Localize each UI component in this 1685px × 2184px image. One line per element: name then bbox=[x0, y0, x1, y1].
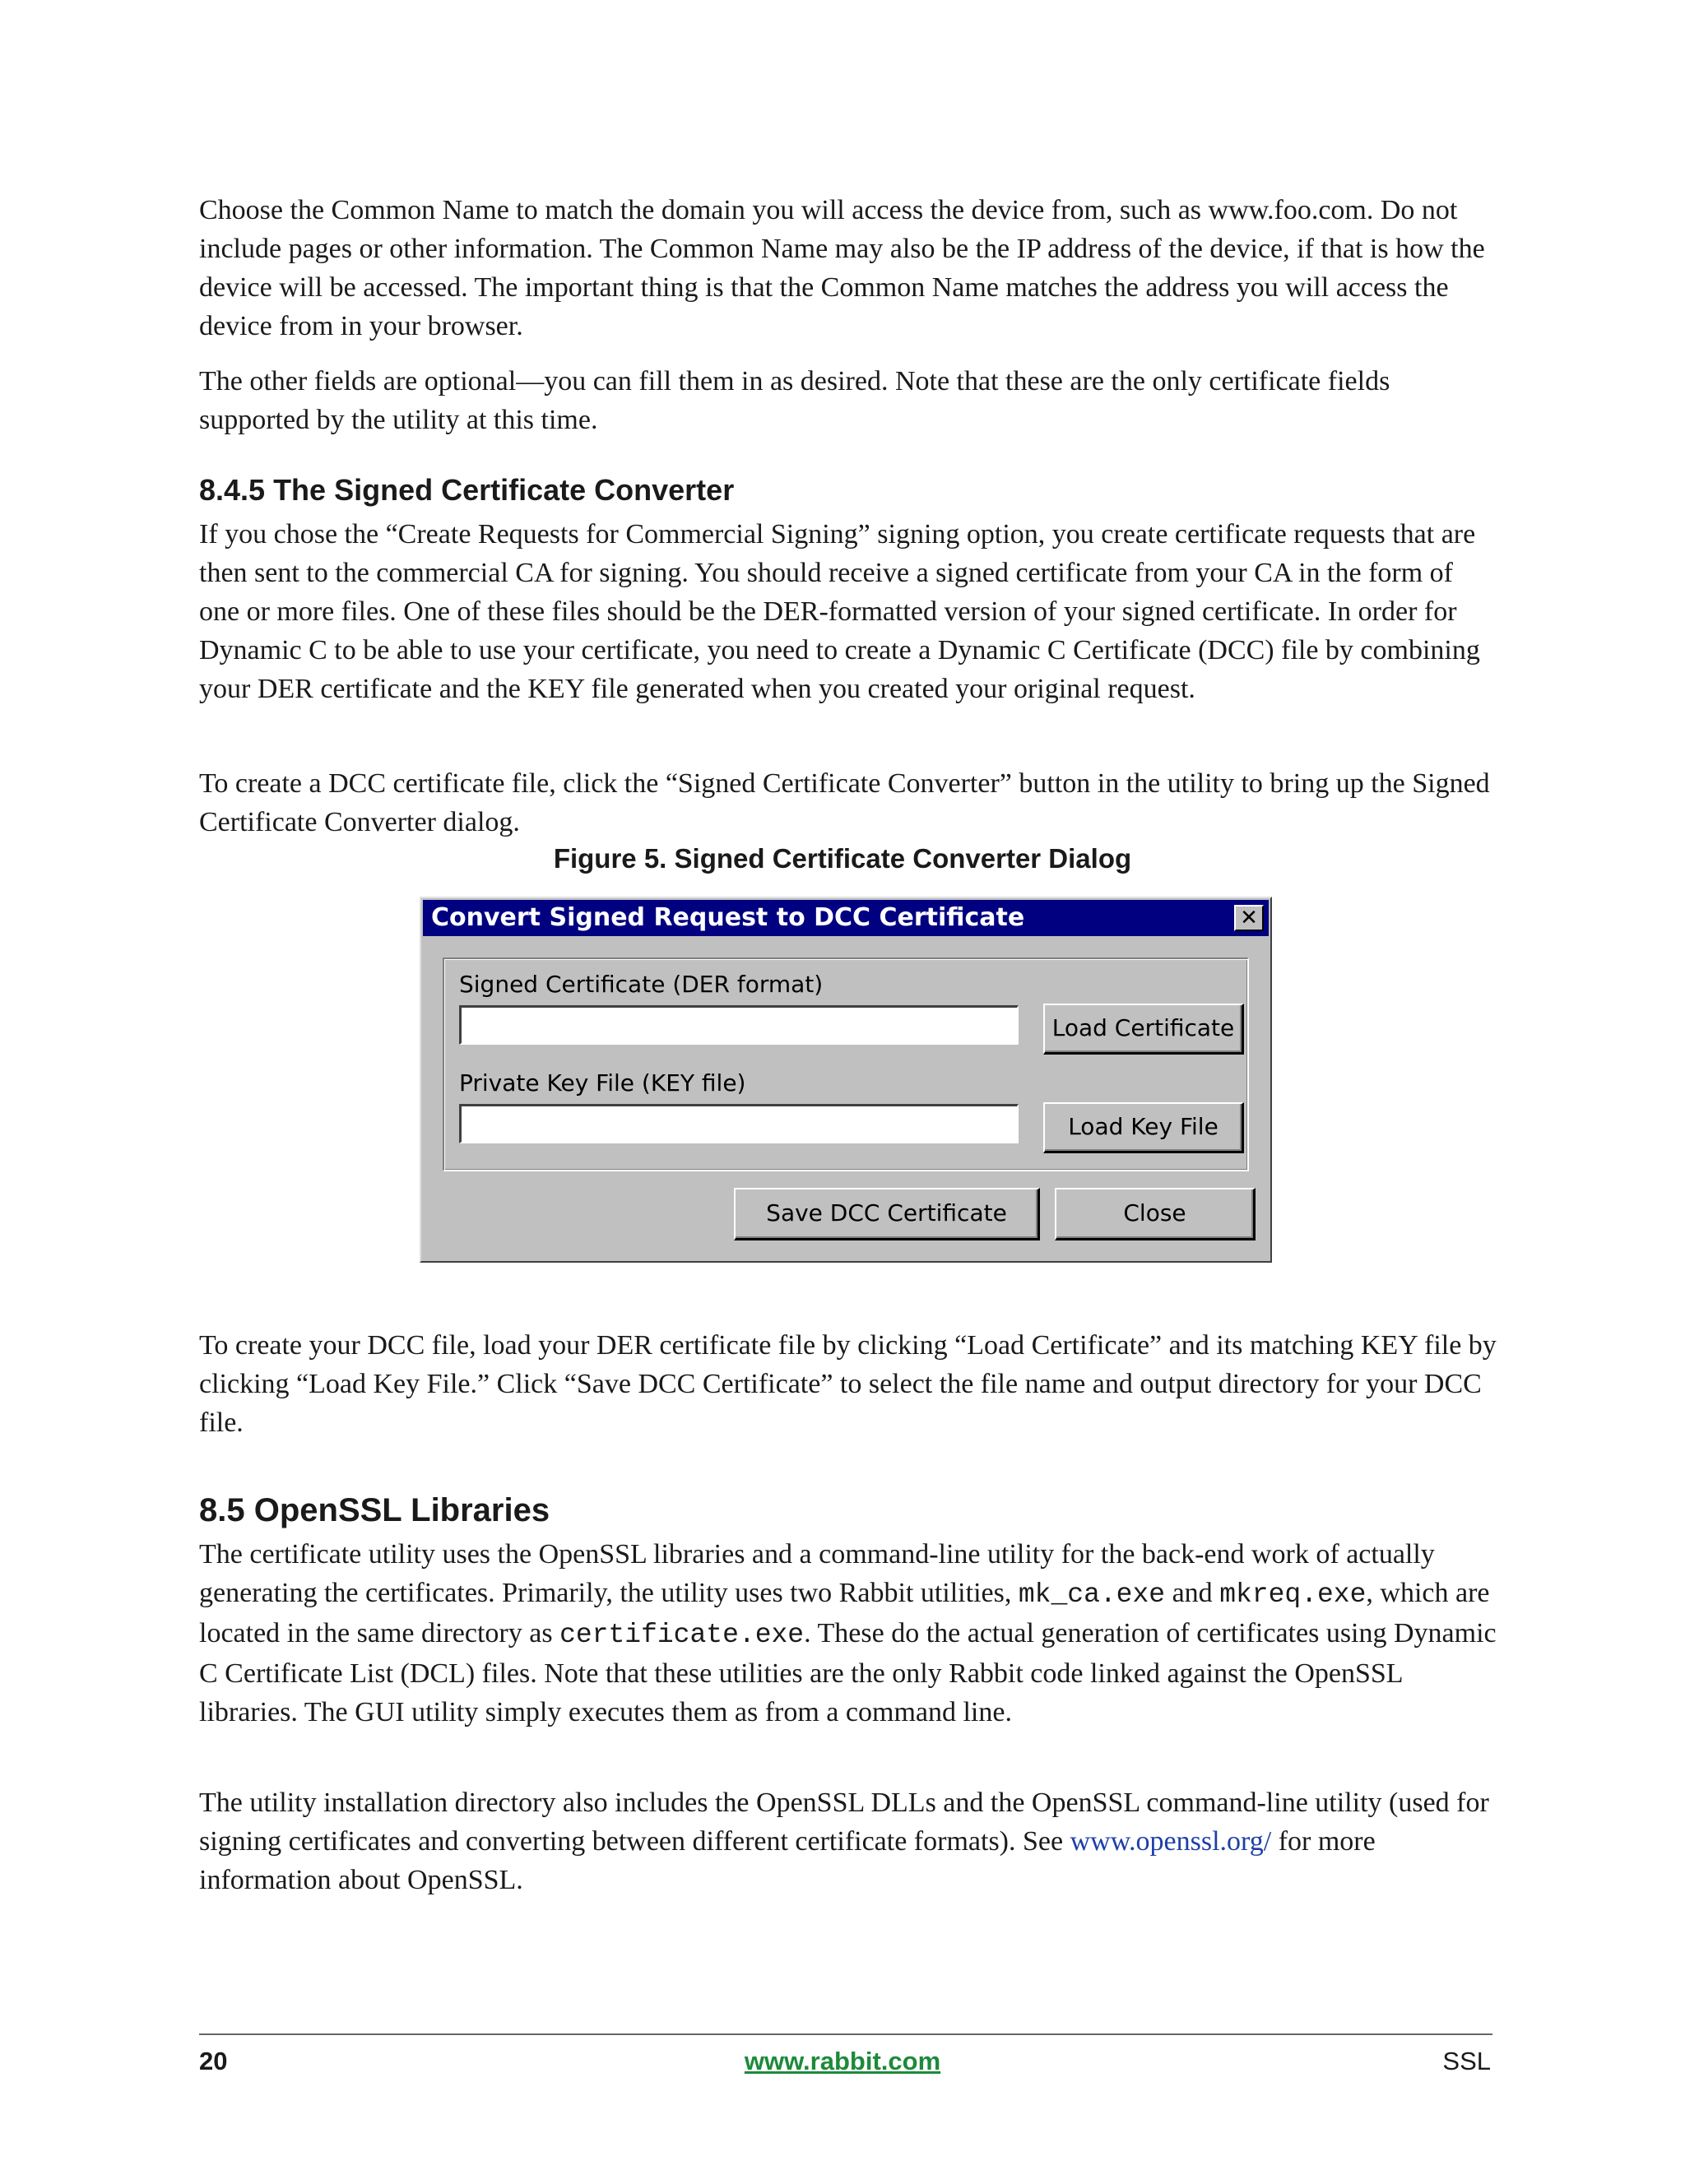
code-mkreq: mkreq.exe bbox=[1219, 1579, 1367, 1610]
paragraph-text bbox=[199, 1783, 1499, 1899]
heading-openssl-libraries: 8.5 OpenSSL Libraries bbox=[199, 1492, 550, 1528]
text-run: The certificate utility uses the OpenSSL libraries and a command-line utility for the back-end work of actually generating the certificates. Primarily, the utility uses two Rabbit utilities, bbox=[199, 1539, 1435, 1608]
openssl-link[interactable]: www.openssl.org/ bbox=[1070, 1826, 1272, 1857]
close-icon[interactable]: ✕ bbox=[1234, 905, 1264, 931]
code-mk-ca: mk_ca.exe bbox=[1018, 1579, 1166, 1610]
text-run: and bbox=[1165, 1578, 1220, 1608]
private-key-input[interactable] bbox=[459, 1104, 1019, 1143]
figure-caption: Figure 5. Signed Certificate Converter Dialog bbox=[553, 843, 1132, 874]
dialog-title: Convert Signed Request to DCC Certificate bbox=[431, 903, 1025, 932]
text-run: for more information about OpenSSL. bbox=[199, 1826, 1376, 1895]
paragraph-openssl-utilities bbox=[199, 1535, 1499, 1732]
file-group-box bbox=[443, 958, 1249, 1171]
load-certificate-button[interactable]: Load Certificate bbox=[1043, 1004, 1244, 1055]
text-run: . These do the actual generation of certificates using Dynamic C Certificate List (DCL) files. Note that these utilities are the only Rabbit code linked against the OpenSSL libraries. The GUI utility simply executes them as from a command line. bbox=[199, 1618, 1497, 1727]
paragraph-text: To create a DCC certificate file, click the “Signed Certificate Converter” button in the utility to bring up the Signed Certificate Converter dialog. bbox=[199, 768, 1490, 837]
paragraph-text bbox=[199, 1535, 1499, 1732]
paragraph-text: The other fields are optional—you can fill them in as desired. Note that these are the only certificate fields supported by the utility at this time. bbox=[199, 366, 1390, 435]
private-key-label: Private Key File (KEY file) bbox=[459, 1069, 746, 1097]
footer-section: SSL bbox=[1442, 2047, 1491, 2075]
signed-certificate-input[interactable] bbox=[459, 1005, 1019, 1045]
paragraph-create-dcc bbox=[199, 764, 1499, 842]
text-run: , which are located in the same directory as bbox=[199, 1578, 1490, 1648]
paragraph-text: If you chose the “Create Requests for Commercial Signing” signing option, you create certificate requests that are then sent to the commercial CA for signing. You should receive a signed certificate from your CA in the form of one or more files. One of these files should be the DER-formatted version of your signed certificate. In order for Dynamic C to be able to use your certificate, you need to create a Dynamic C Certificate (DCC) file by combining your DER certificate and the KEY file generated when you created your original request. bbox=[199, 519, 1480, 704]
paragraph-load-instructions bbox=[199, 1326, 1499, 1442]
paragraph-text: To create your DCC file, load your DER certificate file by clicking “Load Certificate” and its matching KEY file by clicking “Load Key File.” Click “Save DCC Certificate” to select the file name and output directory for your DCC file. bbox=[199, 1330, 1497, 1438]
signed-certificate-label: Signed Certificate (DER format) bbox=[459, 971, 824, 998]
converter-dialog bbox=[420, 897, 1272, 1263]
paragraph-text: Choose the Common Name to match the domain you will access the device from, such as www.foo.com. Do not include pages or other information. The Common Name may also be the IP address of the device, if that is how the device will be accessed. The important thing is that the Common Name matches the address you will access the device from in your browser. bbox=[199, 195, 1485, 341]
paragraph-optional-fields bbox=[199, 362, 1499, 439]
close-button[interactable]: Close bbox=[1055, 1188, 1256, 1240]
load-key-file-button[interactable]: Load Key File bbox=[1043, 1102, 1244, 1153]
page-number: 20 bbox=[199, 2047, 228, 2075]
text-run: The utility installation directory also includes the OpenSSL DLLs and the OpenSSL command-line utility (used for signing certificates and converting between different certificate formats). See bbox=[199, 1788, 1489, 1857]
paragraph-commercial-signing bbox=[199, 515, 1499, 708]
footer-link[interactable]: www.rabbit.com bbox=[744, 2047, 941, 2075]
code-certificate-exe: certificate.exe bbox=[559, 1620, 805, 1650]
footer-divider bbox=[199, 2033, 1492, 2035]
heading-signed-certificate-converter: 8.4.5 The Signed Certificate Converter bbox=[199, 473, 735, 507]
paragraph-common-name bbox=[199, 191, 1499, 345]
dialog-title-bar bbox=[423, 900, 1269, 936]
save-dcc-certificate-button[interactable]: Save DCC Certificate bbox=[734, 1188, 1040, 1240]
paragraph-openssl-dlls bbox=[199, 1783, 1499, 1899]
